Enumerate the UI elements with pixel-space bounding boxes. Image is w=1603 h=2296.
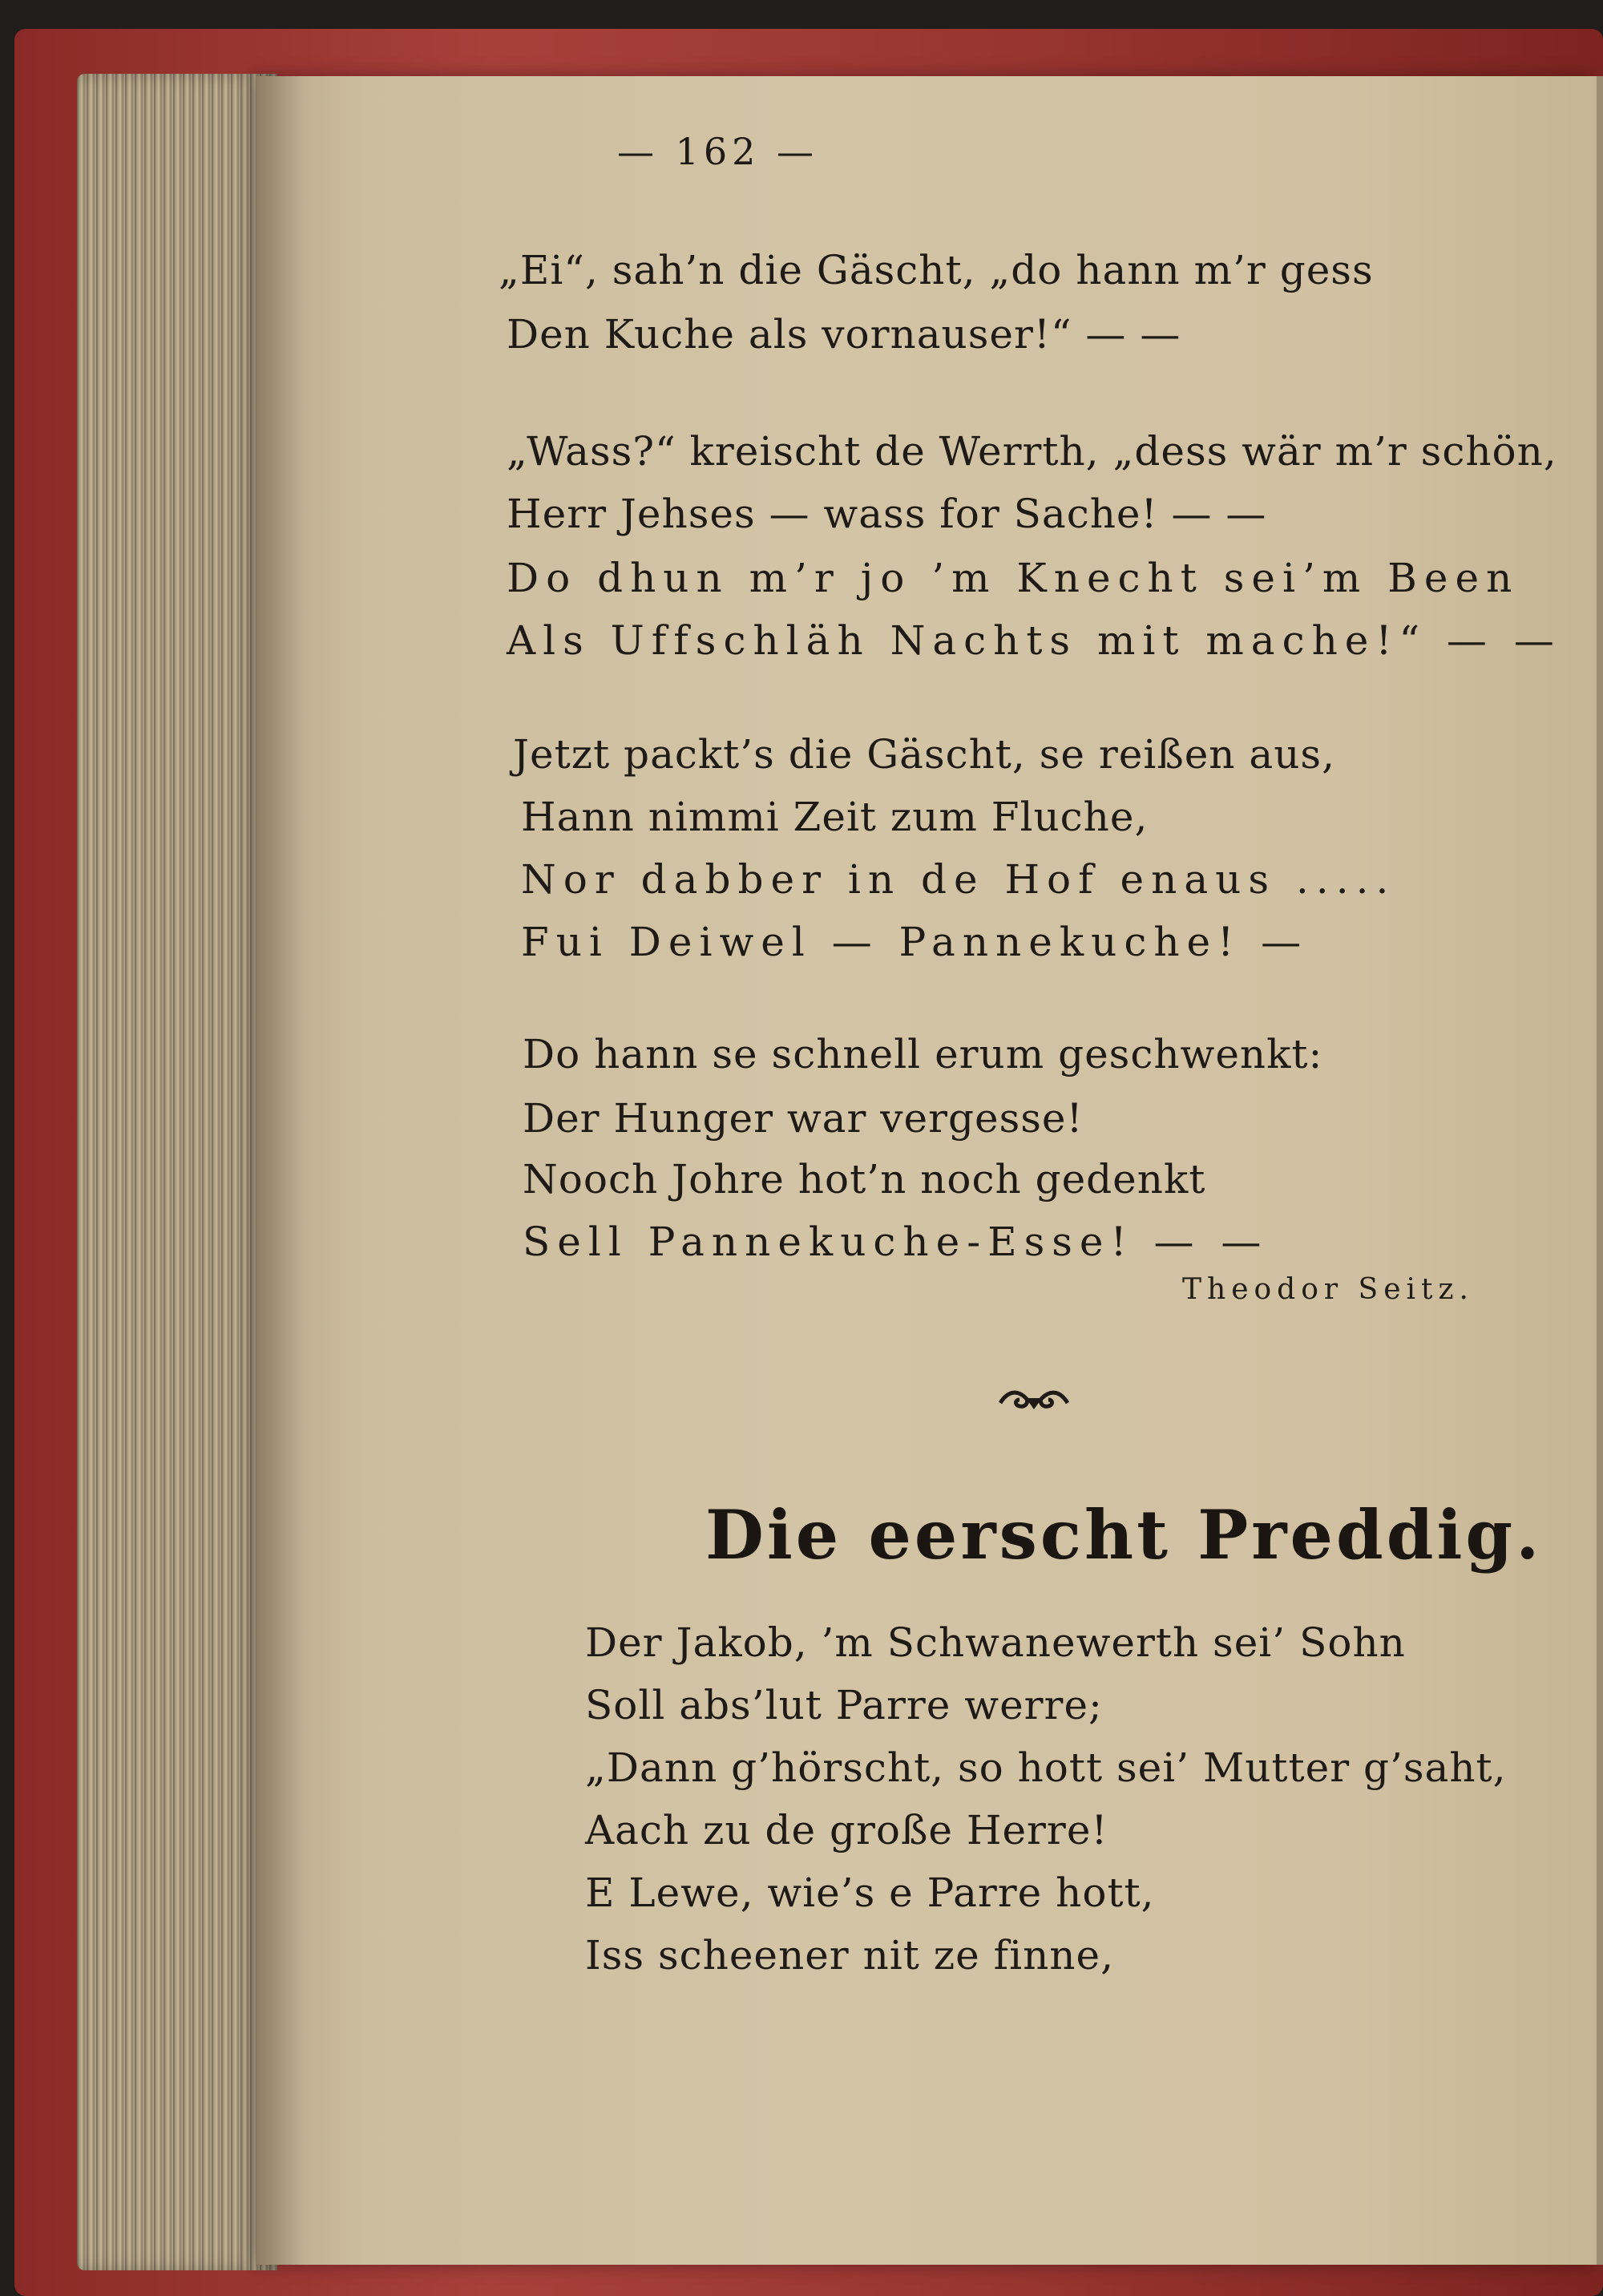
poem-line: Do hann se schnell erum geschwenkt:	[523, 1031, 1323, 1077]
page-number-header: — 162 —	[617, 130, 819, 173]
poem-line: E Lewe, wie’s e Parre hott,	[585, 1870, 1155, 1916]
poem-line: Aach zu de große Herre!	[585, 1807, 1108, 1853]
poem-line: Nor dabber in de Hof enaus .....	[521, 856, 1396, 903]
page-edges	[77, 74, 277, 2270]
poem-line: Der Hunger war vergesse!	[523, 1095, 1084, 1142]
poem-line: Herr Jehses — wass for Sache! — —	[507, 491, 1267, 537]
poem-line: Fui Deiwel — Pannekuche! —	[521, 919, 1309, 965]
author-signature: Theodor Seitz.	[1182, 1273, 1474, 1306]
poem-line: Do dhun m’r jo ’m Knecht sei’m Been	[507, 555, 1520, 601]
poem-line: Den Kuche als vornauser!“ — —	[507, 311, 1181, 358]
poem-title: Die eerscht Preddig.	[705, 1495, 1543, 1574]
poem-line: Sell Pannekuche-Esse! — —	[523, 1219, 1269, 1265]
poem-line: Jetzt packt’s die Gäscht, se reißen aus,	[513, 731, 1335, 778]
poem-line: Als Uffschläh Nachts mit mache!“ — —	[507, 617, 1561, 664]
gutter-shadow	[256, 76, 305, 2265]
poem-line: Soll abs’lut Parre werre;	[585, 1682, 1103, 1728]
poem-line: Hann nimmi Zeit zum Fluche,	[521, 794, 1149, 840]
poem-line: Der Jakob, ’m Schwanewerth sei’ Sohn	[585, 1619, 1406, 1666]
poem-line: Iss scheener nit ze finne,	[585, 1932, 1114, 1979]
poem-line: „Wass?“ kreischt de Werrth, „dess wär m’r schön,	[507, 428, 1557, 475]
poem-line: „Dann g’hörscht, so hott sei’ Mutter g’saht,	[585, 1744, 1507, 1791]
poem-line: „Ei“, sah’n die Gäscht, „do hann m’r gess	[499, 247, 1374, 293]
fleuron-ornament-icon	[994, 1379, 1074, 1419]
poem-line: Nooch Johre hot’n noch gedenkt	[523, 1156, 1206, 1203]
page-right-edge	[1597, 76, 1603, 2265]
